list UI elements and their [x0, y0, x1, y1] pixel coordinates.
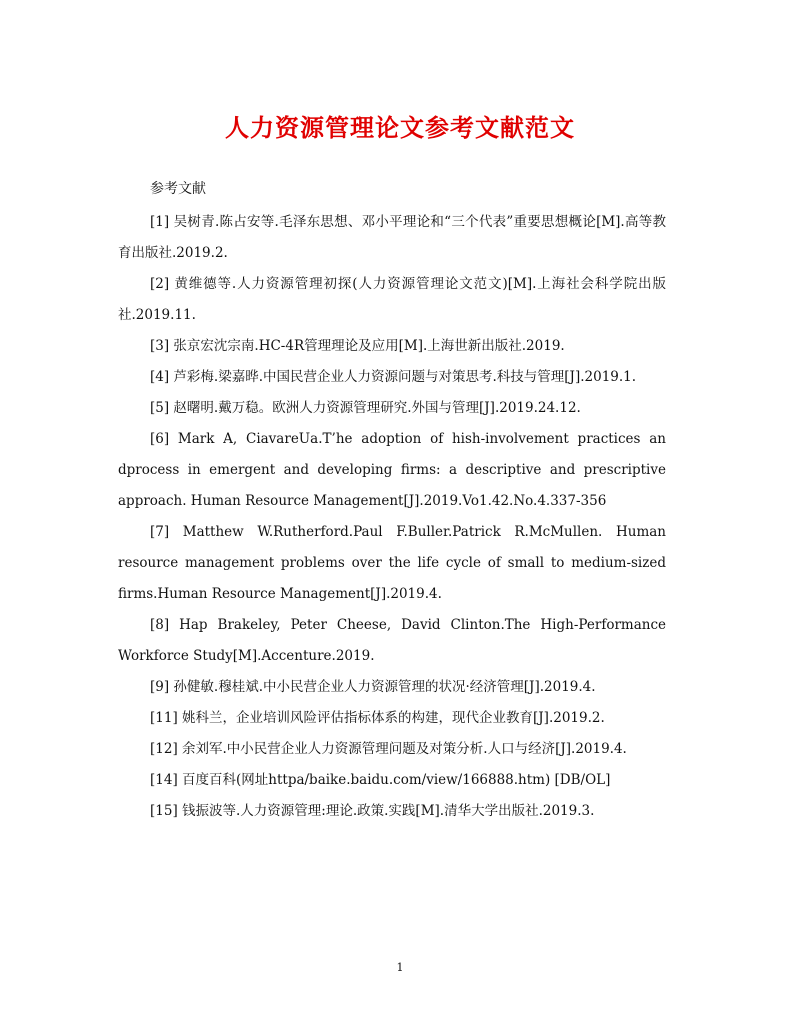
reference-entry: [8] Hap Brakeley, Peter Cheese, David Clinton.The High-Performance Workforce Study[M].Accenture.2019.: [118, 617, 666, 664]
reference-entry: [7] Matthew W.Rutherford.Paul F.Buller.Patrick R.McMullen. Human resource management problems over the life cycle of small to medium-sized firms.Human Resource Management[J].2019.4.: [118, 524, 666, 602]
reference-entry: [4] 芦彩梅.梁嘉晔.中国民营企业人力资源问题与对策思考.科技与管理[J].2019.1.: [150, 369, 637, 385]
page-number: 1: [396, 961, 404, 974]
reference-entry: [9] 孙健敏.穆桂斌.中小民营企业人力资源管理的状况·经济管理[J].2019.4.: [150, 679, 596, 695]
reference-entry: [15] 钱振波等.人力资源管理:理论.政策.实践[M].清华大学出版社.2019.3.: [150, 803, 595, 819]
section-heading: 参考文献: [150, 181, 206, 197]
page-title: 人力资源管理论文参考文献范文: [225, 113, 575, 142]
reference-entry: [2] 黄维德等.人力资源管理初探(人力资源管理论文范文)[M].上海社会科学院出版社.2019.11.: [118, 276, 666, 323]
reference-entry: [5] 赵曙明.戴万稳。欧洲人力资源管理研究.外国与管理[J].2019.24.12.: [150, 400, 581, 416]
reference-entry: [14] 百度百科(网址httpa/baike.baidu.com/view/166888.htm) [DB/OL]: [150, 772, 611, 788]
reference-entry: [6] Mark A, CiavareUa.T’he adoption of hish-involvement practices an dprocess in emergent and developing firms: a descriptive and prescriptive approach. Human Resource Management[J].2019.Vo1.42.No.4.337-356: [118, 431, 666, 509]
reference-list: [118, 207, 666, 827]
reference-entry: [12] 余刘军.中小民营企业人力资源管理问题及对策分析.人口与经济[J].2019.4.: [150, 741, 627, 757]
reference-entry: [11] 姚科兰，企业培训风险评估指标体系的构建，现代企业教育[J].2019.2.: [150, 710, 605, 726]
reference-entry: [1] 吴树青.陈占安等.毛泽东思想、邓小平理论和“三个代表”重要思想概论[M].高等教育出版社.2019.2.: [118, 214, 666, 261]
reference-entry: [3] 张京宏沈宗南.HC-4R管理理论及应用[M].上海世新出版社.2019.: [150, 338, 565, 354]
